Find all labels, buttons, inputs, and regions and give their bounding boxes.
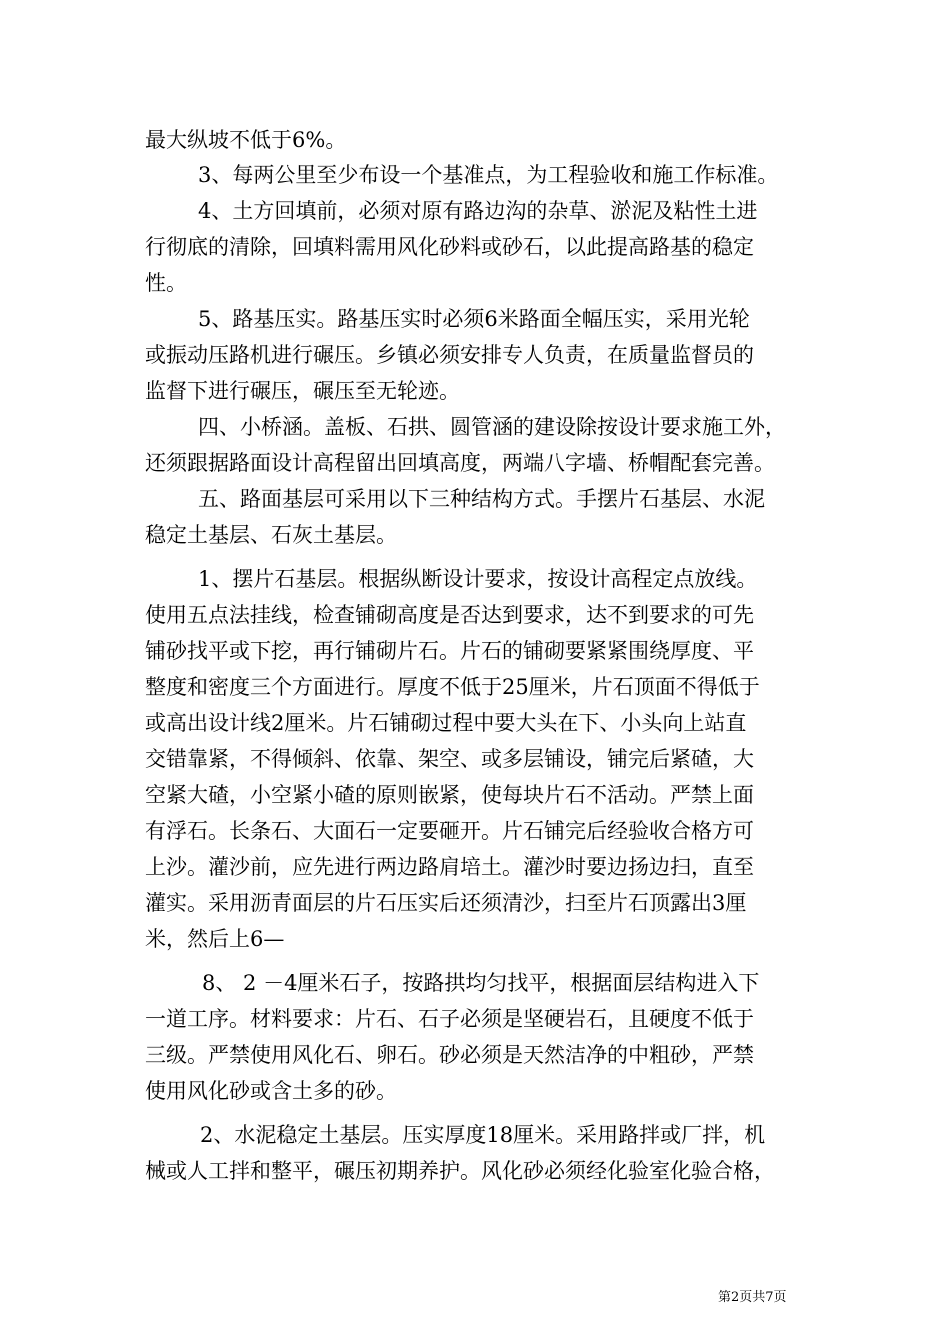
text-line: 或振动压路机进行碾压。乡镇必须安排专人负责，在质量监督员的 — [145, 343, 754, 367]
text-line: 8、 2 －4厘米石子，按路拱均匀找平，根据面层结构进入下 — [202, 971, 760, 995]
text-line: 2、水泥稳定土基层。压实厚度18厘米。采用路拌或厂拌，机 — [200, 1123, 766, 1147]
text-line: 四、小桥涵。盖板、石拱、圆管涵的建设除按设计要求施工外， — [198, 415, 786, 439]
text-line: 监督下进行碾压，碾压至无轮迹。 — [145, 379, 460, 403]
text-line: 五、路面基层可采用以下三种结构方式。手摆片石基层、水泥 — [198, 487, 765, 511]
text-line: 械或人工拌和整平，碾压初期养护。风化砂必须经化验室化验合格， — [145, 1159, 775, 1183]
text-line: 米，然后上6— — [145, 927, 285, 951]
text-line: 4、土方回填前，必须对原有路边沟的杂草、淤泥及粘性土进 — [198, 199, 758, 223]
text-line: 使用五点法挂线，检查铺砌高度是否达到要求，达不到要求的可先 — [145, 603, 754, 627]
text-line: 5、路基压实。路基压实时必须6米路面全幅压实，采用光轮 — [198, 307, 750, 331]
text-line: 灌实。采用沥青面层的片石压实后还须清沙，扫至片石顶露出3厘 — [145, 891, 747, 915]
text-line: 三级。严禁使用风化石、卵石。砂必须是天然洁净的中粗砂，严禁 — [145, 1043, 754, 1067]
text-line: 有浮石。长条石、大面石一定要砸开。片石铺完后经验收合格方可 — [145, 819, 754, 843]
page-number: 第2页共7页 — [718, 1290, 787, 1305]
text-line: 空紧大碴，小空紧小碴的原则嵌紧，使每块片石不活动。严禁上面 — [145, 783, 754, 807]
text-line: 1、摆片石基层。根据纵断设计要求，按设计高程定点放线。 — [198, 567, 758, 591]
text-line: 行彻底的清除，回填料需用风化砂料或砂石，以此提高路基的稳定 — [145, 235, 754, 259]
text-line: 稳定土基层、石灰土基层。 — [145, 523, 397, 547]
text-line: 或高出设计线2厘米。片石铺砌过程中要大头在下、小头向上站直 — [145, 711, 747, 735]
text-line: 还须跟据路面设计高程留出回填高度，两端八字墙、桥帽配套完善。 — [145, 451, 775, 475]
text-line: 最大纵坡不低于6%。 — [145, 128, 347, 152]
text-line: 性。 — [145, 271, 187, 295]
text-line: 使用风化砂或含土多的砂。 — [145, 1079, 397, 1103]
text-line: 上沙。灌沙前，应先进行两边路肩培土。灌沙时要边扬边扫，直至 — [145, 855, 754, 879]
text-line: 交错靠紧，不得倾斜、依靠、架空、或多层铺设，铺完后紧碴，大 — [145, 747, 754, 771]
text-line: 一道工序。材料要求：片石、石子必须是坚硬岩石，且硬度不低于 — [145, 1007, 754, 1031]
text-line: 整度和密度三个方面进行。厚度不低于25厘米，片石顶面不得低于 — [145, 675, 760, 699]
text-line: 铺砂找平或下挖，再行铺砌片石。片石的铺砌要紧紧围绕厚度、平 — [145, 639, 754, 663]
text-line: 3、每两公里至少布设一个基准点，为工程验收和施工作标准。 — [198, 163, 779, 187]
